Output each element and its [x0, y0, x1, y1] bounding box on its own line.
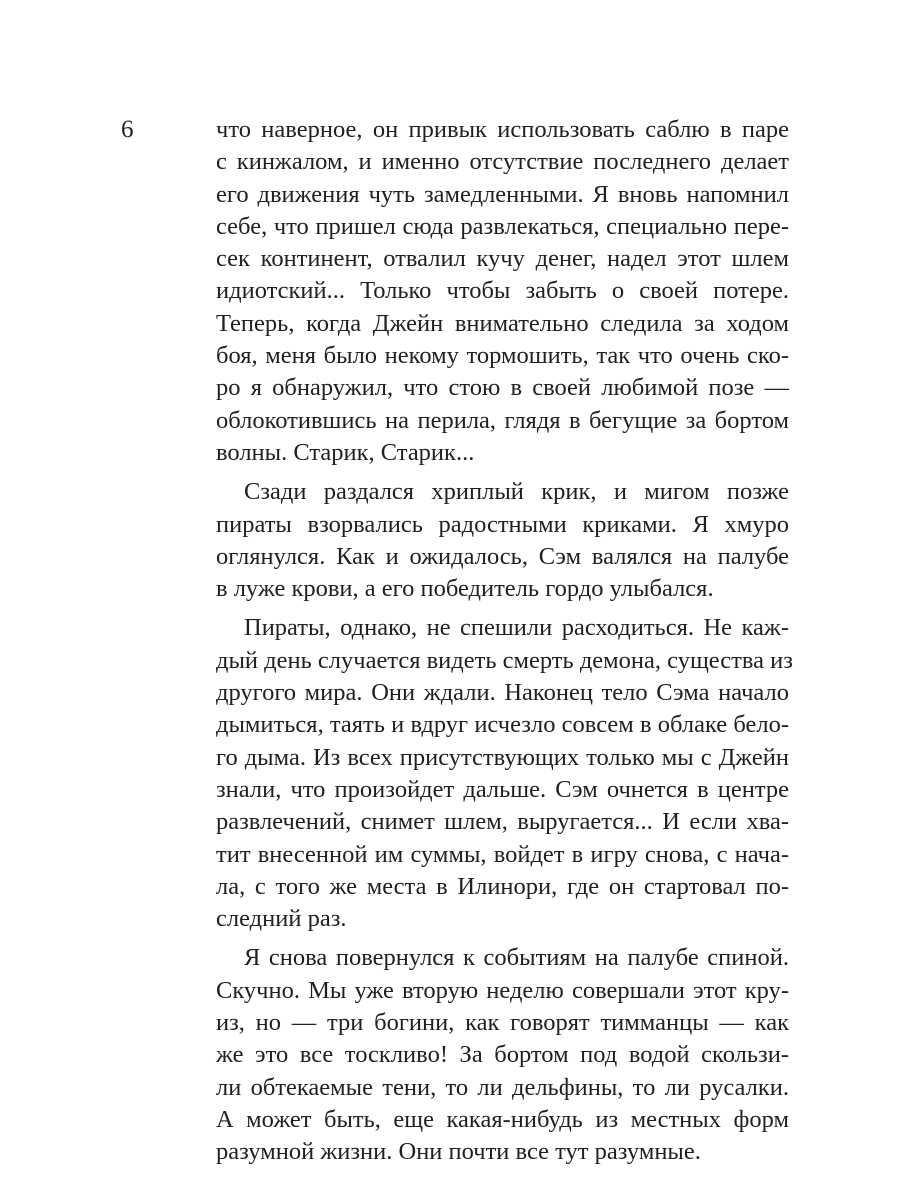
text-line: оглянулся. Как и ожидалось, Сэм валялся на палубе — [216, 542, 789, 570]
text-line: ро я обнаружил, что стою в своей любимой позе — — [216, 374, 789, 402]
paragraph — [216, 114, 789, 469]
text-line: волны. Старик, Старик... — [216, 438, 475, 466]
text-line: Скучно. Мы уже вторую неделю совершали этот кру- — [216, 976, 789, 1004]
text-line: что наверное, он привык использовать саблю в паре — [216, 116, 789, 143]
text-line: Пираты, однако, не спешили расходиться. Не каж- — [244, 614, 789, 642]
text-line: сек континент, отвалил кучу денег, надел этот шлем — [216, 245, 789, 273]
text-line: Сзади раздался хриплый крик, и мигом позже — [244, 478, 789, 506]
text-line: Я снова повернулся к событиям на палубе спиной. — [244, 944, 789, 972]
text-line: идиотский... Только чтобы забыть о своей потере. — [216, 277, 789, 305]
text-line: из, но — три богини, как говорят тимманцы — как — [216, 1009, 789, 1037]
text-line: ли обтекаемые тени, то ли дельфины, то ли русалки. — [216, 1073, 789, 1101]
text-line: другого мира. Они ждали. Наконец тело Сэма начало — [216, 679, 789, 707]
paragraph — [216, 476, 789, 605]
text-line: следний раз. — [216, 905, 347, 933]
text-line: его движения чуть замедленными. Я вновь напомнил — [216, 180, 789, 208]
text-line: Теперь, когда Джейн внимательно следила за ходом — [216, 309, 789, 337]
text-line: дымиться, таять и вдруг исчезло совсем в облаке бело- — [216, 711, 789, 739]
text-line: знали, что произойдет дальше. Сэм очнется в центре — [216, 775, 789, 803]
body-text — [216, 114, 793, 1169]
text-line: го дыма. Из всех присутствующих только мы с Джейн — [216, 743, 789, 771]
text-line: себе, что пришел сюда развлекаться, специально пере- — [216, 212, 789, 240]
text-line: облокотившись на перила, глядя в бегущие за бортом — [216, 406, 789, 434]
text-line: в луже крови, а его победитель гордо улыбался. — [216, 575, 714, 603]
text-line: ла, с того же места в Илинори, где он стартовал по- — [216, 872, 789, 900]
text-line: боя, меня было некому тормошить, так что очень ско- — [216, 342, 789, 370]
text-line: пираты взорвались радостными криками. Я хмуро — [216, 510, 789, 538]
text-line: с кинжалом, и именно отсутствие последнего делает — [216, 148, 789, 176]
text-line: же это все тоскливо! За бортом под водой скользи- — [216, 1041, 789, 1069]
paragraph — [216, 942, 789, 1168]
text-line: разумной жизни. Они почти все тут разумные. — [216, 1138, 701, 1166]
page-number: 6 — [121, 116, 134, 143]
text-line: А может быть, еще какая-нибудь из местных форм — [216, 1105, 789, 1133]
paragraph — [216, 612, 793, 935]
text-line: дый день случается видеть смерть демона, существа из — [216, 646, 793, 674]
text-line: тит внесенной им суммы, войдет в игру снова, с нача- — [216, 840, 789, 868]
text-line: развлечений, снимет шлем, выругается... И если хва- — [216, 808, 789, 836]
